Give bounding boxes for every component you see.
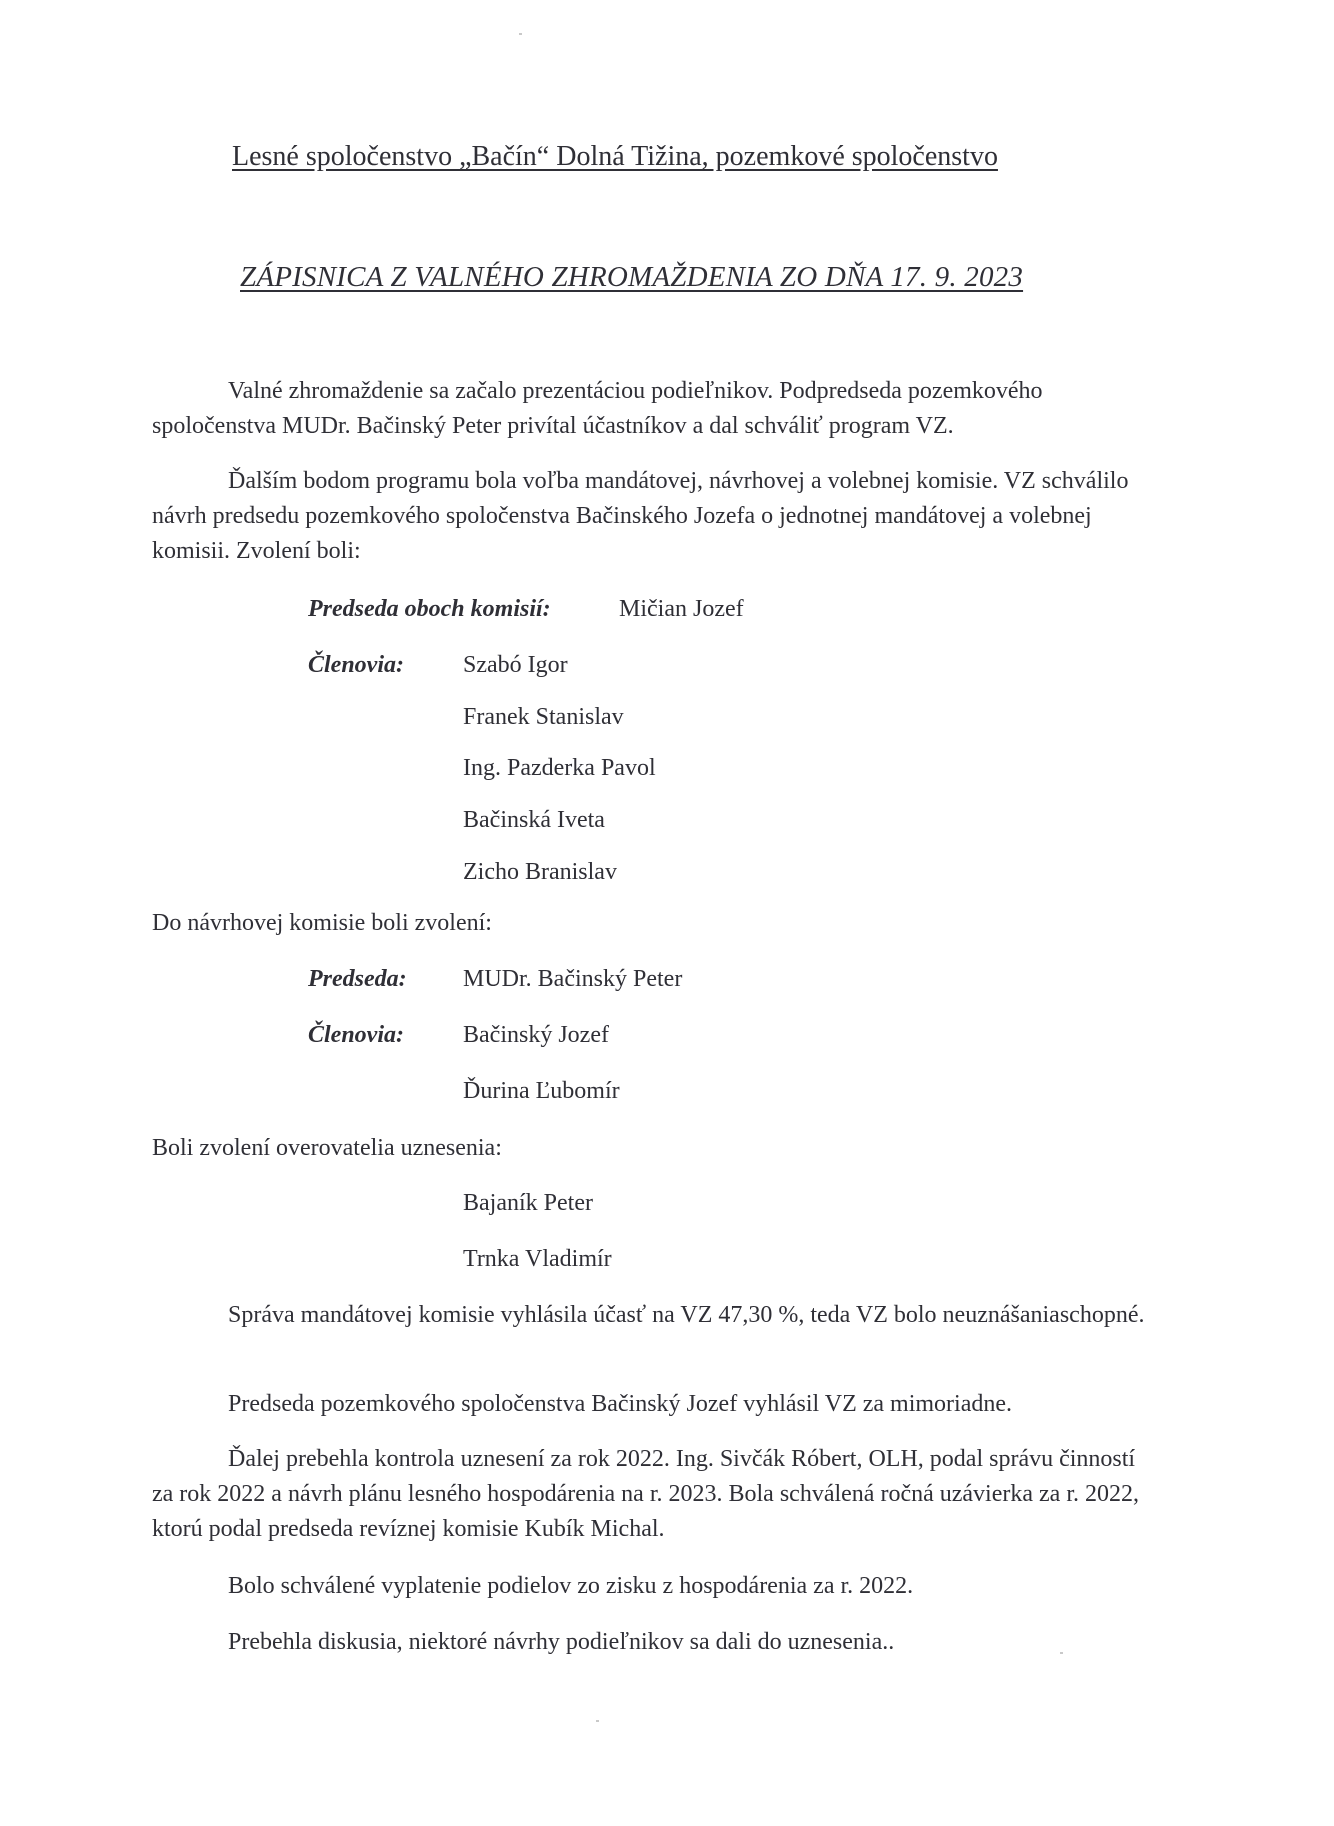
scan-speck	[519, 33, 522, 35]
organization-name: Lesné spoločenstvo „Bačín“ Dolná Tižina, pozemkové spoločenstvo	[232, 141, 998, 172]
paragraph-review: Ďalej prebehla kontrola uznesení za rok 2022. Ing. Sivčák Róbert, OLH, podal správu činností za rok 2022 a návrh plánu lesného hospodárenia na r. 2023. Bola schválená ročná uzávierka za r. 2022, ktorú podal predseda revíznej komisie Kubík Michal.	[152, 1446, 1139, 1542]
commission1-member: Bačinská Iveta	[463, 807, 605, 833]
paragraph-attendance: Správa mandátovej komisie vyhlásila účasť na VZ 47,30 %, teda VZ bolo neuznášaniaschopné.	[228, 1302, 1145, 1328]
commission2-member: Ďurina Ľubomír	[463, 1078, 620, 1104]
commission2-chair-name: MUDr. Bačinský Peter	[463, 966, 683, 992]
paragraph-extraordinary: Predseda pozemkového spoločenstva Bačinský Jozef vyhlásil VZ za mimoriadne.	[228, 1391, 1013, 1417]
commission1-member: Szabó Igor	[463, 652, 568, 678]
commission1-member: Ing. Pazderka Pavol	[463, 755, 656, 781]
commission2-member: Bačinský Jozef	[463, 1022, 609, 1048]
paragraph-commission-vote: Ďalším bodom programu bola voľba mandátovej, návrhovej a volebnej komisie. VZ schválilo návrh predsedu pozemkového spoločenstva Bačinského Jozefa o jednotnej mandátovej a volebnej komisii. Zvolení boli:	[152, 468, 1129, 564]
paragraph-opening: Valné zhromaždenie sa začalo prezentáciou podieľnikov. Podpredseda pozemkového spoločenstva MUDr. Bačinský Peter privítal účastníkov a dal schváliť program VZ.	[152, 378, 1043, 439]
commission2-chair-label: Predseda:	[308, 966, 407, 992]
commission1-chair-label: Predseda oboch komisií:	[308, 596, 551, 622]
commission1-member: Franek Stanislav	[463, 704, 624, 730]
verifier: Bajaník Peter	[463, 1190, 593, 1216]
proposal-commission-intro: Do návrhovej komisie boli zvolení:	[152, 910, 492, 936]
commission1-members-label: Členovia:	[308, 652, 404, 678]
paragraph-dividends: Bolo schválené vyplatenie podielov zo zisku z hospodárenia za r. 2022.	[228, 1573, 914, 1599]
commission1-chair-name: Mičian Jozef	[619, 596, 744, 622]
verifier: Trnka Vladimír	[463, 1246, 612, 1272]
paragraph-discussion: Prebehla diskusia, niektoré návrhy podieľnikov sa dali do uznesenia..	[228, 1629, 895, 1655]
document-title: ZÁPISNICA Z VALNÉHO ZHROMAŽDENIA ZO DŇA 17. 9. 2023	[240, 261, 1024, 293]
scan-speck	[596, 1720, 599, 1722]
verifiers-intro: Boli zvolení overovatelia uznesenia:	[152, 1135, 502, 1161]
commission1-member: Zicho Branislav	[463, 859, 617, 885]
commission2-members-label: Členovia:	[308, 1022, 404, 1048]
